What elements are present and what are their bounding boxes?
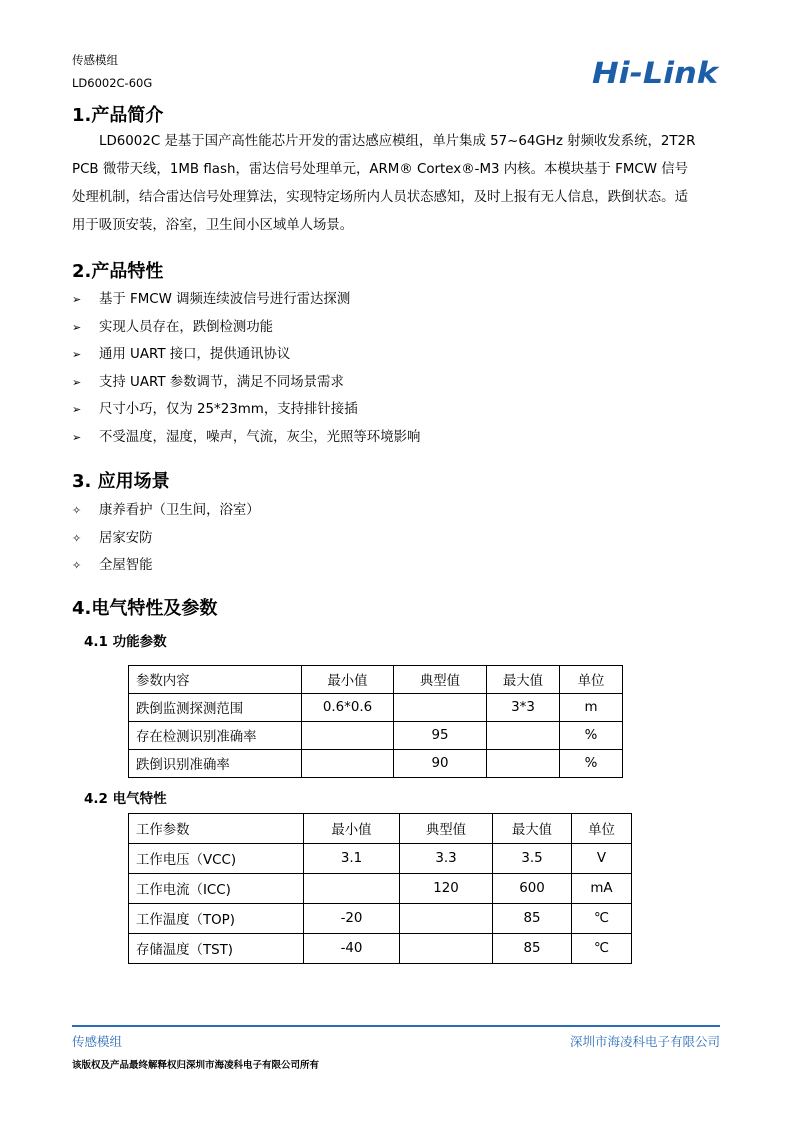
- table-header-cell: 单位: [572, 814, 632, 844]
- table-cell: 85: [493, 934, 572, 964]
- table-cell: 跌倒识别准确率: [129, 750, 302, 778]
- table-row: [129, 750, 623, 778]
- table-cell: 跌倒监测探测范围: [129, 694, 302, 722]
- table-header-row: [129, 666, 623, 694]
- list-item: ✧ 居家安防: [72, 525, 260, 553]
- list-item: ➢ 基于 FMCW 调频连续波信号进行雷达探测: [72, 286, 420, 314]
- intro-line: PCB 微带天线，1MB flash，雷达信号处理单元，ARM® Cortex®-M3 内核。本模块基于 FMCW 信号: [72, 162, 689, 177]
- applications-list: [72, 497, 260, 580]
- table-cell: 90: [394, 750, 487, 778]
- table-header-cell: 最小值: [304, 814, 400, 844]
- arrow-bullet-icon: ➢: [72, 375, 82, 389]
- header-module-type: 传感模组: [72, 53, 118, 67]
- table-header-cell: 最大值: [493, 814, 572, 844]
- table-cell: ℃: [572, 934, 632, 964]
- table-header-row: [129, 814, 632, 844]
- table-header-cell: 参数内容: [129, 666, 302, 694]
- table-cell: 工作电压（VCC): [129, 844, 304, 874]
- table-cell: [302, 750, 394, 778]
- table-cell: 3.3: [400, 844, 493, 874]
- features-list: [72, 286, 420, 451]
- table-header-cell: 典型值: [394, 666, 487, 694]
- section-applications-title: 3. 应用场景: [72, 471, 170, 492]
- footer-module-type: 传感模组: [72, 1034, 123, 1049]
- electrical-params-table: [128, 813, 632, 964]
- list-item: ✧ 康养看护（卫生间，浴室）: [72, 497, 260, 525]
- table-cell: %: [560, 722, 623, 750]
- table-cell: 工作电流（ICC): [129, 874, 304, 904]
- list-item: ➢ 不受温度，湿度，噪声，气流，灰尘，光照等环境影响: [72, 424, 420, 452]
- table-cell: 600: [493, 874, 572, 904]
- list-item: ➢ 实现人员存在，跌倒检测功能: [72, 314, 420, 342]
- section-features-title: 2.产品特性: [72, 261, 164, 282]
- function-params-title: 4.1 功能参数: [84, 634, 167, 650]
- table-cell: [487, 750, 560, 778]
- diamond-bullet-icon: ✧: [72, 504, 82, 517]
- header-model-number: LD6002C-60G: [72, 76, 153, 90]
- table-cell: 3*3: [487, 694, 560, 722]
- table-cell: 95: [394, 722, 487, 750]
- intro-line: LD6002C 是基于国产高性能芯片开发的雷达感应模组，单片集成 57~64GHz 射频收发系统，2T2R: [99, 134, 696, 149]
- arrow-bullet-icon: ➢: [72, 430, 82, 444]
- table-cell: 120: [400, 874, 493, 904]
- table-cell: [302, 722, 394, 750]
- table-cell: 存储温度（TST): [129, 934, 304, 964]
- table-header-cell: 工作参数: [129, 814, 304, 844]
- arrow-bullet-icon: ➢: [72, 348, 82, 361]
- footer-company-name: 深圳市海凌科电子有限公司: [569, 1034, 720, 1049]
- table-cell: m: [560, 694, 623, 722]
- table-row: [129, 934, 632, 964]
- table-cell: 存在检测识别准确率: [129, 722, 302, 750]
- arrow-bullet-icon: ➢: [72, 320, 82, 334]
- function-params-table: [128, 665, 623, 778]
- table-cell: 3.1: [304, 844, 400, 874]
- hilink-logo: [592, 52, 720, 92]
- table-cell: mA: [572, 874, 632, 904]
- table-cell: 3.5: [493, 844, 572, 874]
- table-cell: [487, 722, 560, 750]
- table-header-cell: 最大值: [487, 666, 560, 694]
- table-row: [129, 722, 623, 750]
- table-header-cell: 最小值: [302, 666, 394, 694]
- arrow-bullet-icon: ➢: [72, 293, 82, 306]
- intro-line: 处理机制，结合雷达信号处理算法，实现特定场所内人员状态感知，及时上报有无人信息，跌倒状态。适: [72, 190, 688, 205]
- diamond-bullet-icon: ✧: [72, 559, 82, 572]
- table-cell: [400, 904, 493, 934]
- table-cell: 85: [493, 904, 572, 934]
- list-item: ➢ 支持 UART 参数调节，满足不同场景需求: [72, 369, 420, 397]
- section-electrical-title: 4.电气特性及参数: [72, 598, 218, 619]
- table-cell: -40: [304, 934, 400, 964]
- table-row: [129, 874, 632, 904]
- table-cell: ℃: [572, 904, 632, 934]
- diamond-bullet-icon: ✧: [72, 531, 82, 545]
- list-item: ✧ 全屋智能: [72, 552, 260, 580]
- intro-line: 用于吸顶安装，浴室，卫生间小区域单人场景。: [72, 218, 354, 233]
- footer-divider: [72, 1025, 720, 1027]
- table-row: [129, 904, 632, 934]
- table-cell: [400, 934, 493, 964]
- table-cell: 工作温度（TOP): [129, 904, 304, 934]
- list-item: ➢ 尺寸小巧，仅为 25*23mm，支持排针接插: [72, 396, 420, 424]
- section-intro-title: 1.产品简介: [72, 105, 164, 126]
- table-cell: -20: [304, 904, 400, 934]
- intro-paragraph: [72, 128, 720, 240]
- arrow-bullet-icon: ➢: [72, 403, 82, 416]
- table-cell: [304, 874, 400, 904]
- table-row: [129, 844, 632, 874]
- logo-text: Hi-Link: [592, 56, 720, 90]
- electrical-params-title: 4.2 电气特性: [84, 791, 167, 807]
- table-cell: %: [560, 750, 623, 778]
- table-cell: V: [572, 844, 632, 874]
- copyright-notice: 该版权及产品最终解释权归深圳市海凌科电子有限公司所有: [72, 1060, 320, 1071]
- table-cell: 0.6*0.6: [302, 694, 394, 722]
- list-item: ➢ 通用 UART 接口，提供通讯协议: [72, 341, 420, 369]
- table-row: [129, 694, 623, 722]
- table-header-cell: 单位: [560, 666, 623, 694]
- table-header-cell: 典型值: [400, 814, 493, 844]
- table-cell: [394, 694, 487, 722]
